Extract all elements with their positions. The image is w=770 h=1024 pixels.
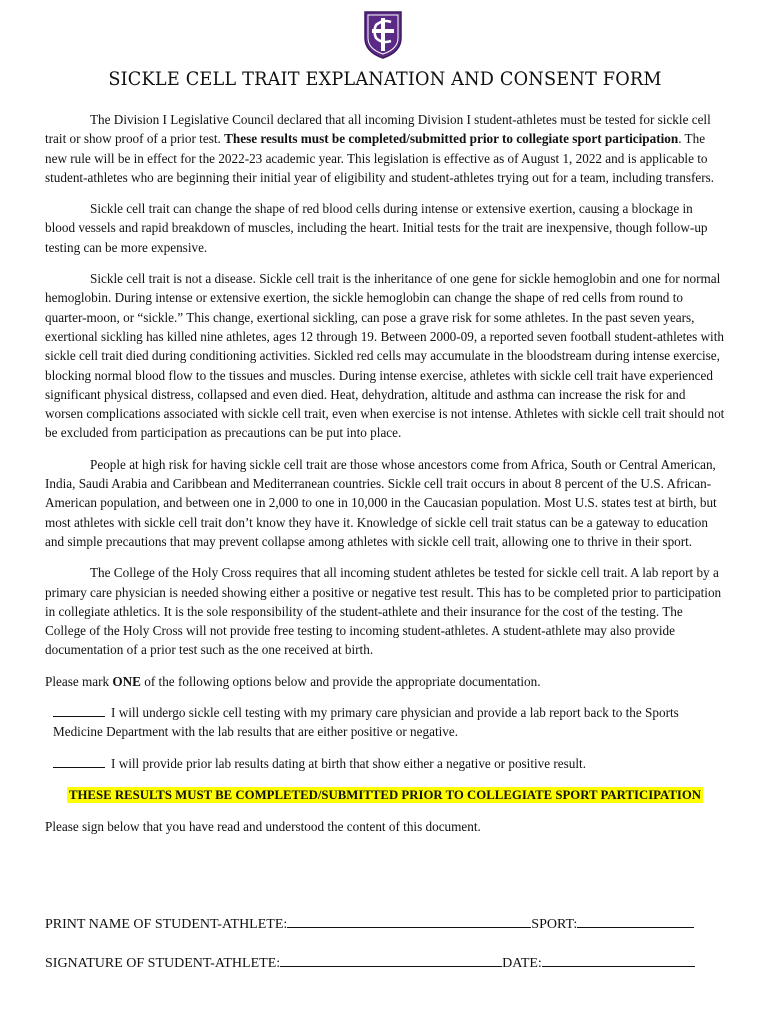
- option-2-text: I will provide prior lab results dating at birth that show either a negative or positive result.: [111, 755, 587, 771]
- date-label: DATE:: [502, 956, 542, 971]
- holy-cross-shield-logo: [363, 10, 403, 60]
- instruction-bold-text: ONE: [112, 673, 141, 689]
- instruction-text: of the following options below and provide the appropriate documentation.: [140, 673, 541, 689]
- print-name-row: [45, 914, 694, 933]
- instruction-text: Please mark: [45, 673, 113, 689]
- paragraph-bold-text: These results must be completed/submitted prior to collegiate sport participation: [224, 131, 679, 147]
- signature-label: SIGNATURE OF STUDENT-ATHLETE:: [45, 956, 281, 971]
- signature-field[interactable]: [280, 953, 502, 967]
- sport-field[interactable]: [577, 914, 694, 928]
- notice-highlight: THESE RESULTS MUST BE COMPLETED/SUBMITTED PRIOR TO COLLEGIATE SPORT PARTICIPATION: [68, 787, 702, 802]
- paragraph-holy-cross-policy: The College of the Holy Cross requires that all incoming student athletes be tested for sickle cell trait. A lab report by a primary care physician is needed showing either a positive or negative test result. This has to be completed prior to participation in collegiate athletics. It is the sole responsibility of the student-athlete and their insurance for the cost of the testing. The College of the Holy Cross will not provide free testing to incoming student-athletes. A student-athlete may also provide documentation of a prior test such as the one received at birth.: [45, 565, 722, 658]
- paragraph-ncaa-rule: [45, 110, 725, 187]
- paragraph-not-a-disease: Sickle cell trait is not a disease. Sickle cell trait is the inheritance of one gene for sickle hemoglobin and one for normal hemoglobin. During intense or extensive exertion, the sickle hemoglobin can change the shape of red cells from round to quarter-moon, or “sickle.” This change, exertional sickling, can pose a grave risk for some athletes. In the past seven years, exertional sickling has killed nine athletes, ages 12 through 19. Between 2000-09, a reported seven football student-athletes with sickle cell trait died during conditioning activities. Sickled red cells may accumulate in the bloodstream during intense exercise, blocking normal blood flow to the tissues and muscles. During intense exercise, athletes with sickle cell trait have experienced significant physical distress, collapsed and even died. Heat, dehydration, altitude and asthma can increase the risk for and worsen complications associated with sickle cell trait, even when exercise is not intense. Athletes with sickle cell trait should not be excluded from participation as precautions can be put into place.: [45, 271, 725, 441]
- form-title: SICKLE CELL TRAIT EXPLANATION AND CONSENT FORM: [108, 68, 662, 90]
- option-undergo-testing: [53, 703, 725, 742]
- signature-row: [45, 953, 695, 972]
- form-body: [45, 110, 725, 849]
- option-1-mark-line[interactable]: [53, 704, 105, 717]
- paragraph-text: The Division I Legislative Council declared that all incoming Division I student-athletes must be tested for sickle cell trait or show proof of a prior test.: [45, 112, 711, 147]
- sport-label: SPORT:: [531, 917, 578, 932]
- instruction-mark-one: [45, 672, 725, 691]
- notice-wrap: [45, 785, 725, 805]
- print-name-label: PRINT NAME OF STUDENT-ATHLETE:: [45, 917, 288, 932]
- date-field[interactable]: [542, 953, 695, 967]
- paragraph-text: . The new rule will be in effect for the 2022-23 academic year. This legislation is effective as of August 1, 2022 and is applicable to student-athletes who are beginning their initial year of eligibility and student-athletes trying out for a team, including transfers.: [45, 131, 715, 185]
- option-prior-results: [53, 754, 725, 773]
- paragraph-high-risk: People at high risk for having sickle cell trait are those whose ancestors come from Africa, South or Central American, India, Saudi Arabia and Caribbean and Mediterranean countries. Sickle cell trait occurs in about 8 percent of the U.S. African-American population, and between one in 2,000 to one in 10,000 in the Caucasian population. Most U.S. states test at birth, but most athletes with sickle cell trait don’t know they have it. Knowledge of sickle cell trait status can be a gateway to education and simple precautions that may prevent collapse among athletes with sickle cell trait, allowing one to thrive in their sport.: [45, 456, 717, 549]
- option-1-text: I will undergo sickle cell testing with my primary care physician and provide a lab report back to the Sports Medicine Department with the lab results that are either positive or negative.: [53, 705, 679, 740]
- sign-instruction: Please sign below that you have read and understood the content of this document.: [45, 819, 481, 835]
- paragraph-trait-effects: Sickle cell trait can change the shape of red blood cells during intense or extensive exertion, causing a blockage in blood vessels and rapid breakdown of muscles, including the heart. Initial tests for the trait are inexpensive, though follow-up testing can be more expensive.: [45, 201, 708, 255]
- print-name-field[interactable]: [287, 914, 531, 928]
- option-2-mark-line[interactable]: [53, 755, 105, 768]
